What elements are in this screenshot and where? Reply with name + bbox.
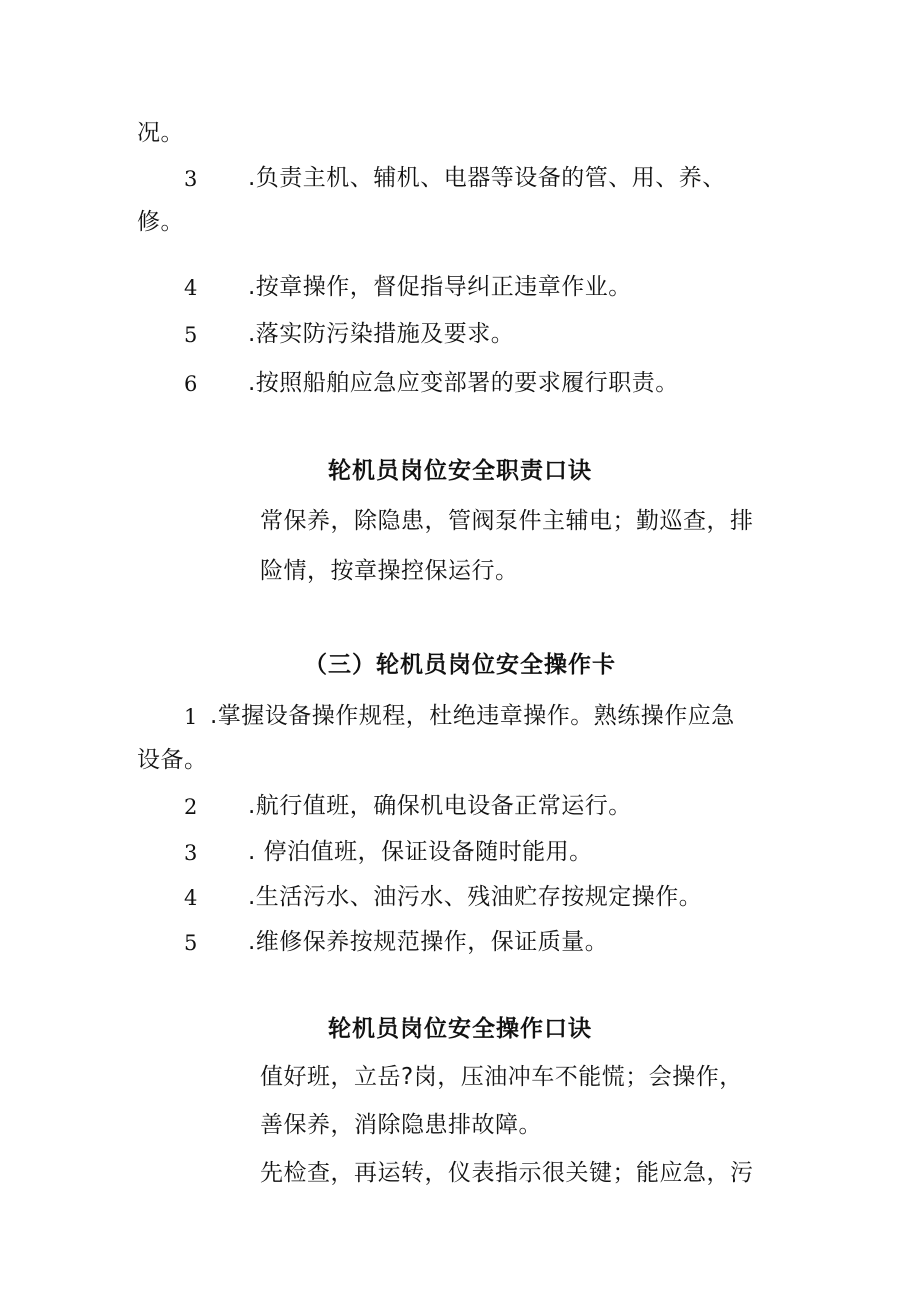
list-item-text: .生活污水、油污水、残油贮存按规定操作。 xyxy=(248,884,703,910)
list-item-wrap: 修。 xyxy=(137,209,184,235)
rhyme-line: 善保养，消除隐患排故障。 xyxy=(260,1112,542,1138)
list-item-wrap: 设备。 xyxy=(137,747,208,773)
rhyme-line: 值好班，立岳?岗，压油冲车不能慌；会操作， xyxy=(260,1064,743,1090)
list-item-number: 3 xyxy=(184,841,198,865)
list-item-text: . 停泊值班，保证设备随时能用。 xyxy=(248,839,593,865)
list-item-number: 4 xyxy=(184,276,198,300)
section-heading: （三）轮机员岗位安全操作卡 xyxy=(304,652,616,678)
list-item-text: .航行值班，确保机电设备正常运行。 xyxy=(248,793,632,819)
list-item-text: .维修保养按规范操作，保证质量。 xyxy=(248,929,609,955)
list-item-number: 1 xyxy=(184,705,198,729)
list-item-number: 6 xyxy=(184,372,198,396)
rhyme-line: 常保养，除隐患，管阀泵件主辅电；勤巡查，排 xyxy=(260,508,754,534)
list-item-text: .负责主机、辅机、电器等设备的管、用、养、 xyxy=(248,165,726,191)
list-item-number: 4 xyxy=(184,886,198,910)
list-item-text: .落实防污染措施及要求。 xyxy=(248,321,515,347)
list-item-text: .按章操作，督促指导纠正违章作业。 xyxy=(248,274,632,300)
list-item-number: 5 xyxy=(184,323,198,347)
list-item-text: .按照船舶应急应变部署的要求履行职责。 xyxy=(248,370,679,396)
rhyme-line: 先检查，再运转，仪表指示很关键；能应急，污 xyxy=(260,1160,754,1186)
list-item-text: .掌握设备操作规程，杜绝违章操作。熟练操作应急 xyxy=(210,703,735,729)
list-item-number: 5 xyxy=(184,931,198,955)
section-heading: 轮机员岗位安全操作口诀 xyxy=(328,1016,592,1042)
section-heading: 轮机员岗位安全职责口诀 xyxy=(328,458,592,484)
paragraph-continuation: 况。 xyxy=(137,120,184,146)
rhyme-line: 险情，按章操控保运行。 xyxy=(260,558,519,584)
list-item-number: 2 xyxy=(184,795,198,819)
list-item-number: 3 xyxy=(184,167,198,191)
